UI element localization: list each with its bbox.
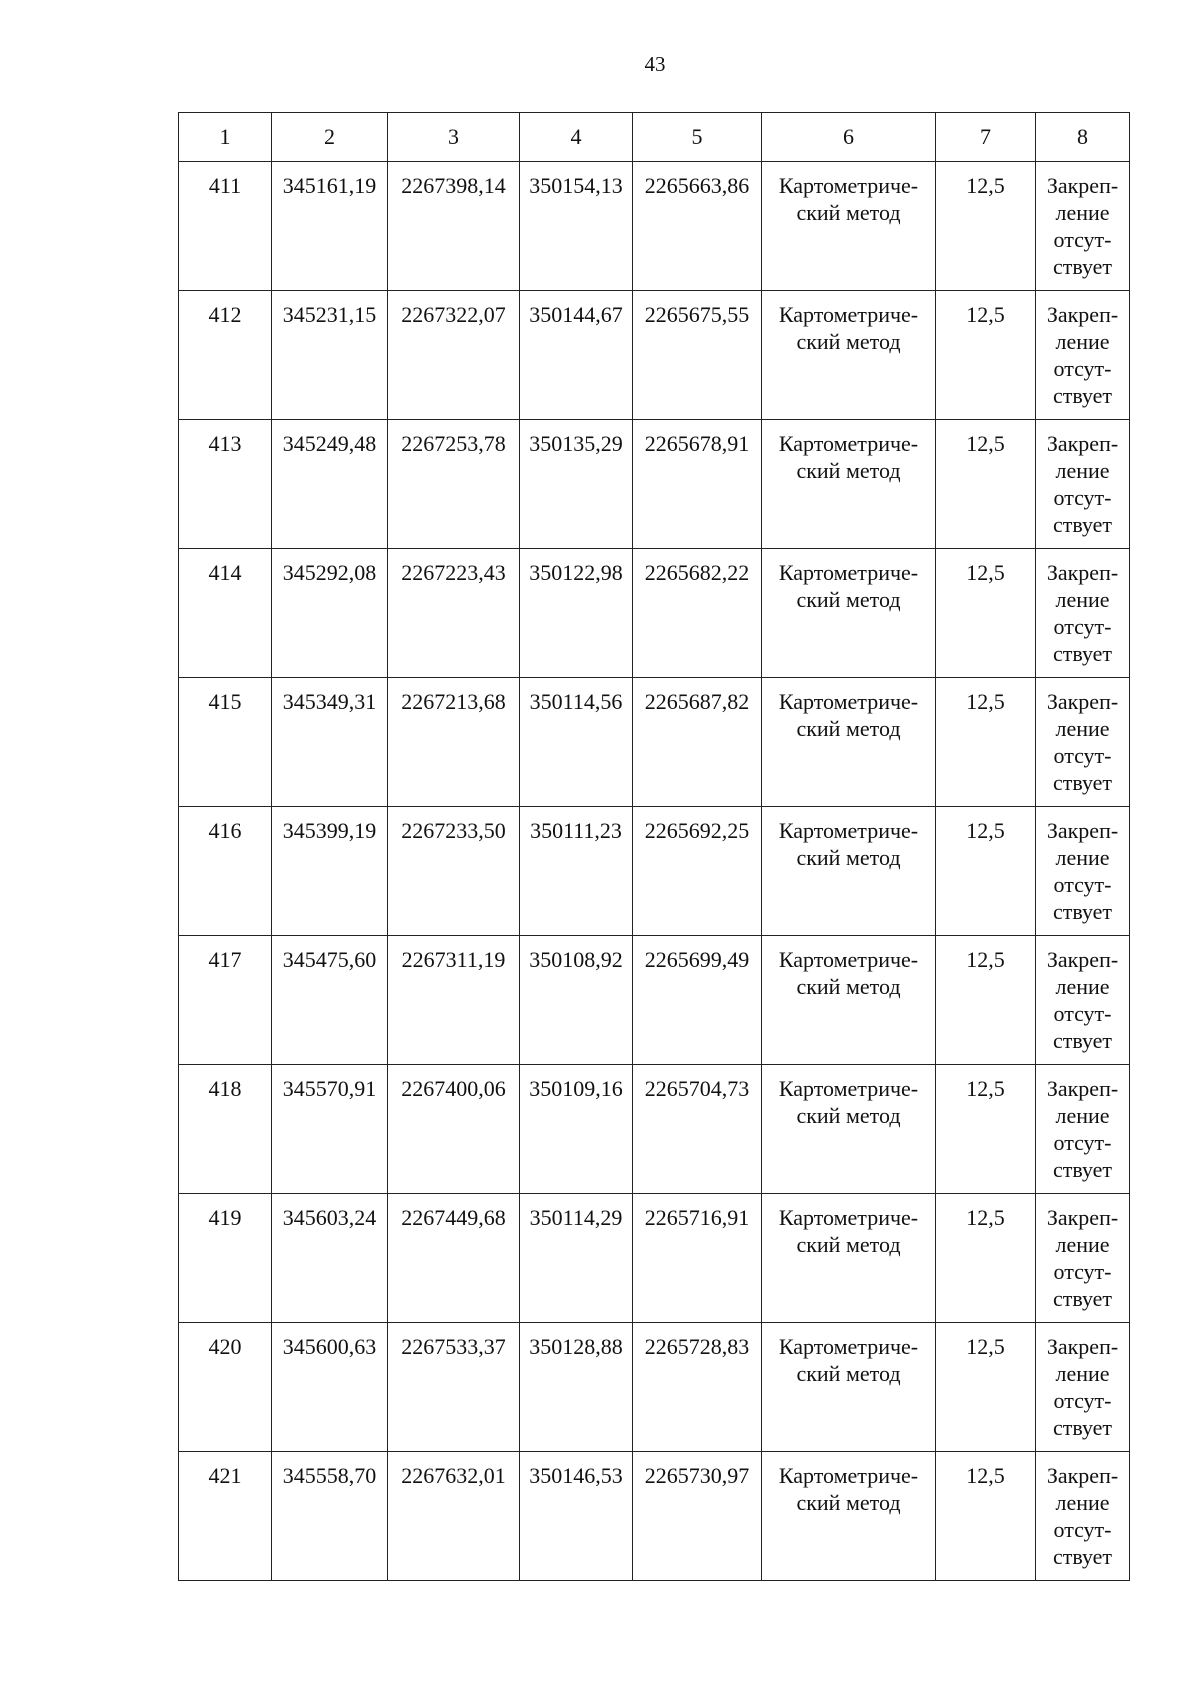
coord-cell: 2267223,43 (388, 549, 520, 678)
coord-cell: 2265692,25 (633, 807, 762, 936)
table-row (179, 936, 1130, 1065)
fixing-cell: Закреп- ление отсут- ствует (1036, 1323, 1130, 1452)
fixing-cell: Закреп- ление отсут- ствует (1036, 1065, 1130, 1194)
coord-cell: 350114,29 (520, 1194, 633, 1323)
point-number-cell: 411 (179, 162, 272, 291)
coord-cell: 350146,53 (520, 1452, 633, 1581)
coord-cell: 345161,19 (272, 162, 388, 291)
column-header: 5 (633, 113, 762, 162)
coord-cell: 2267322,07 (388, 291, 520, 420)
coord-cell: 345475,60 (272, 936, 388, 1065)
coord-cell: 350122,98 (520, 549, 633, 678)
fixing-cell: Закреп- ление отсут- ствует (1036, 1194, 1130, 1323)
table-row (179, 807, 1130, 936)
method-cell: Картометриче- ский метод (762, 291, 936, 420)
page-number: 43 (644, 52, 666, 76)
coord-cell: 2265687,82 (633, 678, 762, 807)
fixing-cell: Закреп- ление отсут- ствует (1036, 420, 1130, 549)
column-header: 3 (388, 113, 520, 162)
method-cell: Картометриче- ский метод (762, 420, 936, 549)
table-row (179, 1323, 1130, 1452)
point-number-cell: 418 (179, 1065, 272, 1194)
coord-cell: 2267533,37 (388, 1323, 520, 1452)
table-row (179, 549, 1130, 678)
coord-cell: 350154,13 (520, 162, 633, 291)
coord-cell: 345603,24 (272, 1194, 388, 1323)
coord-cell: 350114,56 (520, 678, 633, 807)
accuracy-cell: 12,5 (936, 1065, 1036, 1194)
accuracy-cell: 12,5 (936, 549, 1036, 678)
point-number-cell: 417 (179, 936, 272, 1065)
coord-cell: 2265728,83 (633, 1323, 762, 1452)
table-row (179, 678, 1130, 807)
point-number-cell: 416 (179, 807, 272, 936)
fixing-cell: Закреп- ление отсут- ствует (1036, 807, 1130, 936)
table-row (179, 1452, 1130, 1581)
accuracy-cell: 12,5 (936, 420, 1036, 549)
coord-cell: 2265716,91 (633, 1194, 762, 1323)
coord-cell: 2265678,91 (633, 420, 762, 549)
fixing-cell: Закреп- ление отсут- ствует (1036, 936, 1130, 1065)
coord-cell: 345570,91 (272, 1065, 388, 1194)
coord-cell: 2267400,06 (388, 1065, 520, 1194)
table-row (179, 1194, 1130, 1323)
coord-cell: 2267632,01 (388, 1452, 520, 1581)
coord-cell: 2265675,55 (633, 291, 762, 420)
accuracy-cell: 12,5 (936, 936, 1036, 1065)
coord-cell: 350135,29 (520, 420, 633, 549)
coord-cell: 2265699,49 (633, 936, 762, 1065)
method-cell: Картометриче- ский метод (762, 1194, 936, 1323)
coord-cell: 345399,19 (272, 807, 388, 936)
method-cell: Картометриче- ский метод (762, 1323, 936, 1452)
coord-cell: 2267213,68 (388, 678, 520, 807)
column-header: 8 (1036, 113, 1130, 162)
accuracy-cell: 12,5 (936, 807, 1036, 936)
coord-cell: 2265730,97 (633, 1452, 762, 1581)
table-row (179, 291, 1130, 420)
coord-cell: 2267233,50 (388, 807, 520, 936)
coord-cell: 345600,63 (272, 1323, 388, 1452)
method-cell: Картометриче- ский метод (762, 549, 936, 678)
fixing-cell: Закреп- ление отсут- ствует (1036, 162, 1130, 291)
coord-cell: 2265663,86 (633, 162, 762, 291)
point-number-cell: 421 (179, 1452, 272, 1581)
accuracy-cell: 12,5 (936, 678, 1036, 807)
fixing-cell: Закреп- ление отсут- ствует (1036, 291, 1130, 420)
column-header: 4 (520, 113, 633, 162)
point-number-cell: 415 (179, 678, 272, 807)
coord-cell: 2267398,14 (388, 162, 520, 291)
accuracy-cell: 12,5 (936, 1452, 1036, 1581)
coord-cell: 350108,92 (520, 936, 633, 1065)
column-header: 2 (272, 113, 388, 162)
method-cell: Картометриче- ский метод (762, 936, 936, 1065)
column-header: 1 (179, 113, 272, 162)
coord-cell: 345249,48 (272, 420, 388, 549)
fixing-cell: Закреп- ление отсут- ствует (1036, 549, 1130, 678)
method-cell: Картометриче- ский метод (762, 678, 936, 807)
point-number-cell: 413 (179, 420, 272, 549)
table-header-row (179, 113, 1130, 162)
coord-cell: 2267253,78 (388, 420, 520, 549)
point-number-cell: 420 (179, 1323, 272, 1452)
coord-cell: 350144,67 (520, 291, 633, 420)
fixing-cell: Закреп- ление отсут- ствует (1036, 1452, 1130, 1581)
coord-cell: 350111,23 (520, 807, 633, 936)
column-header: 6 (762, 113, 936, 162)
coord-cell: 2265682,22 (633, 549, 762, 678)
point-number-cell: 414 (179, 549, 272, 678)
coord-cell: 2267311,19 (388, 936, 520, 1065)
point-number-cell: 419 (179, 1194, 272, 1323)
accuracy-cell: 12,5 (936, 1194, 1036, 1323)
method-cell: Картометриче- ский метод (762, 1452, 936, 1581)
coord-cell: 350128,88 (520, 1323, 633, 1452)
fixing-cell: Закреп- ление отсут- ствует (1036, 678, 1130, 807)
table-row (179, 162, 1130, 291)
accuracy-cell: 12,5 (936, 291, 1036, 420)
coord-cell: 2267449,68 (388, 1194, 520, 1323)
coordinates-table (178, 112, 1130, 1581)
table-row (179, 1065, 1130, 1194)
coord-cell: 2265704,73 (633, 1065, 762, 1194)
coord-cell: 345231,15 (272, 291, 388, 420)
coord-cell: 345292,08 (272, 549, 388, 678)
point-number-cell: 412 (179, 291, 272, 420)
accuracy-cell: 12,5 (936, 1323, 1036, 1452)
coord-cell: 350109,16 (520, 1065, 633, 1194)
method-cell: Картометриче- ский метод (762, 162, 936, 291)
coord-cell: 345349,31 (272, 678, 388, 807)
coord-cell: 345558,70 (272, 1452, 388, 1581)
accuracy-cell: 12,5 (936, 162, 1036, 291)
table-row (179, 420, 1130, 549)
method-cell: Картометриче- ский метод (762, 1065, 936, 1194)
method-cell: Картометриче- ский метод (762, 807, 936, 936)
column-header: 7 (936, 113, 1036, 162)
